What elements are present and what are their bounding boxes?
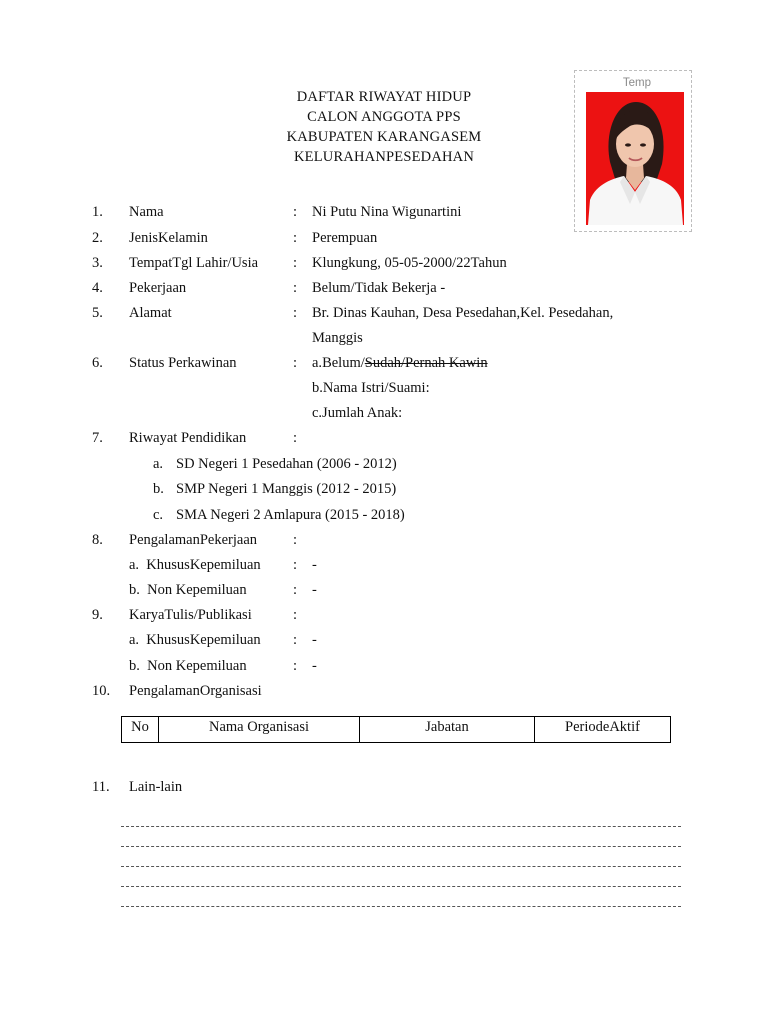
organisation-table <box>121 716 671 743</box>
dotted-fill-line <box>121 886 681 887</box>
column-header-no: No <box>122 717 159 743</box>
item-number: 3. <box>92 255 103 271</box>
education-letter: a. <box>153 456 164 472</box>
separator: : <box>293 230 298 246</box>
portrait-illustration <box>586 92 684 225</box>
label-pengalaman-organisasi: PengalamanOrganisasi <box>129 683 262 699</box>
label-pengalaman-pekerjaan: PengalamanPekerjaan <box>129 532 258 548</box>
label-alamat: Alamat <box>129 305 172 321</box>
label-pekerjaan-non: b. Non Kepemiluan <box>129 582 247 598</box>
value-pekerjaan-khusus: - <box>312 557 317 573</box>
column-header-nama-organisasi: Nama Organisasi <box>159 717 360 743</box>
value-alamat-line1: Br. Dinas Kauhan, Desa Pesedahan,Kel. Pesedahan, <box>312 305 614 321</box>
label-status-perkawinan: Status Perkawinan <box>129 355 237 371</box>
education-entry: SMA Negeri 2 Amlapura (2015 - 2018) <box>176 507 405 523</box>
item-number: 7. <box>92 430 103 446</box>
education-letter: c. <box>153 507 164 523</box>
separator: : <box>293 532 298 548</box>
title-line-3: KABUPATEN KARANGASEM <box>286 129 482 145</box>
item-number: 9. <box>92 607 103 623</box>
label-pekerjaan-khusus: a. KhususKepemiluan <box>129 557 261 573</box>
title-line-2: CALON ANGGOTA PPS <box>307 109 461 125</box>
value-pekerjaan-non: - <box>312 582 317 598</box>
value-pekerjaan: Belum/Tidak Bekerja - <box>312 280 446 296</box>
label-ttl: TempatTgl Lahir/Usia <box>129 255 259 271</box>
separator: : <box>293 430 298 446</box>
status-a-prefix: a. <box>312 355 323 371</box>
item-number: 1. <box>92 204 103 220</box>
value-nama: Ni Putu Nina Wigunartini <box>312 204 462 220</box>
value-status-a <box>312 356 488 371</box>
separator: : <box>293 658 298 674</box>
dotted-fill-line <box>121 846 681 847</box>
separator: : <box>293 607 298 623</box>
value-ttl: Klungkung, 05-05-2000/22Tahun <box>312 255 507 271</box>
separator: : <box>293 305 298 321</box>
dotted-fill-line <box>121 826 681 827</box>
dotted-fill-line <box>121 866 681 867</box>
separator: : <box>293 204 298 220</box>
separator: : <box>293 632 298 648</box>
separator: : <box>293 557 298 573</box>
applicant-photo <box>586 92 684 225</box>
item-number: 8. <box>92 532 103 548</box>
dotted-fill-line <box>121 906 681 907</box>
label-lain-lain: Lain-lain <box>129 779 183 795</box>
value-status-b: b.Nama Istri/Suami: <box>312 380 430 396</box>
education-letter: b. <box>153 481 164 497</box>
column-header-periode-aktif: PeriodeAktif <box>535 717 671 743</box>
label-karya-non: b. Non Kepemiluan <box>129 658 247 674</box>
item-number: 11. <box>92 779 110 795</box>
value-alamat-line2: Manggis <box>312 330 363 346</box>
label-pekerjaan: Pekerjaan <box>129 280 187 296</box>
separator: : <box>293 280 298 296</box>
photo-frame <box>574 70 692 232</box>
title-line-4: KELURAHANPESEDAHAN <box>293 149 474 165</box>
title-line-1: DAFTAR RIWAYAT HIDUP <box>296 89 472 105</box>
education-entry: SD Negeri 1 Pesedahan (2006 - 2012) <box>176 456 397 472</box>
status-a-plain: Belum/ <box>322 355 365 371</box>
value-jenis-kelamin: Perempuan <box>312 230 378 246</box>
label-karya-tulis: KaryaTulis/Publikasi <box>129 607 252 623</box>
education-entry: SMP Negeri 1 Manggis (2012 - 2015) <box>176 481 397 497</box>
label-riwayat-pendidikan: Riwayat Pendidikan <box>129 430 247 446</box>
separator: : <box>293 582 298 598</box>
status-a-struck: Sudah/Pernah Kawin <box>364 355 488 371</box>
value-karya-non: - <box>312 658 317 674</box>
value-karya-khusus: - <box>312 632 317 648</box>
item-number: 6. <box>92 355 103 371</box>
item-number: 2. <box>92 230 103 246</box>
separator: : <box>293 355 298 371</box>
label-karya-khusus: a. KhususKepemiluan <box>129 632 261 648</box>
value-status-c: c.Jumlah Anak: <box>312 405 403 421</box>
table-header-row <box>122 717 671 743</box>
label-nama: Nama <box>129 204 164 220</box>
photo-template-tag: Temp <box>622 77 651 89</box>
column-header-jabatan: Jabatan <box>360 717 535 743</box>
item-number: 10. <box>92 683 111 699</box>
label-jenis-kelamin: JenisKelamin <box>129 230 208 246</box>
item-number: 5. <box>92 305 103 321</box>
separator: : <box>293 255 298 271</box>
item-number: 4. <box>92 280 103 296</box>
